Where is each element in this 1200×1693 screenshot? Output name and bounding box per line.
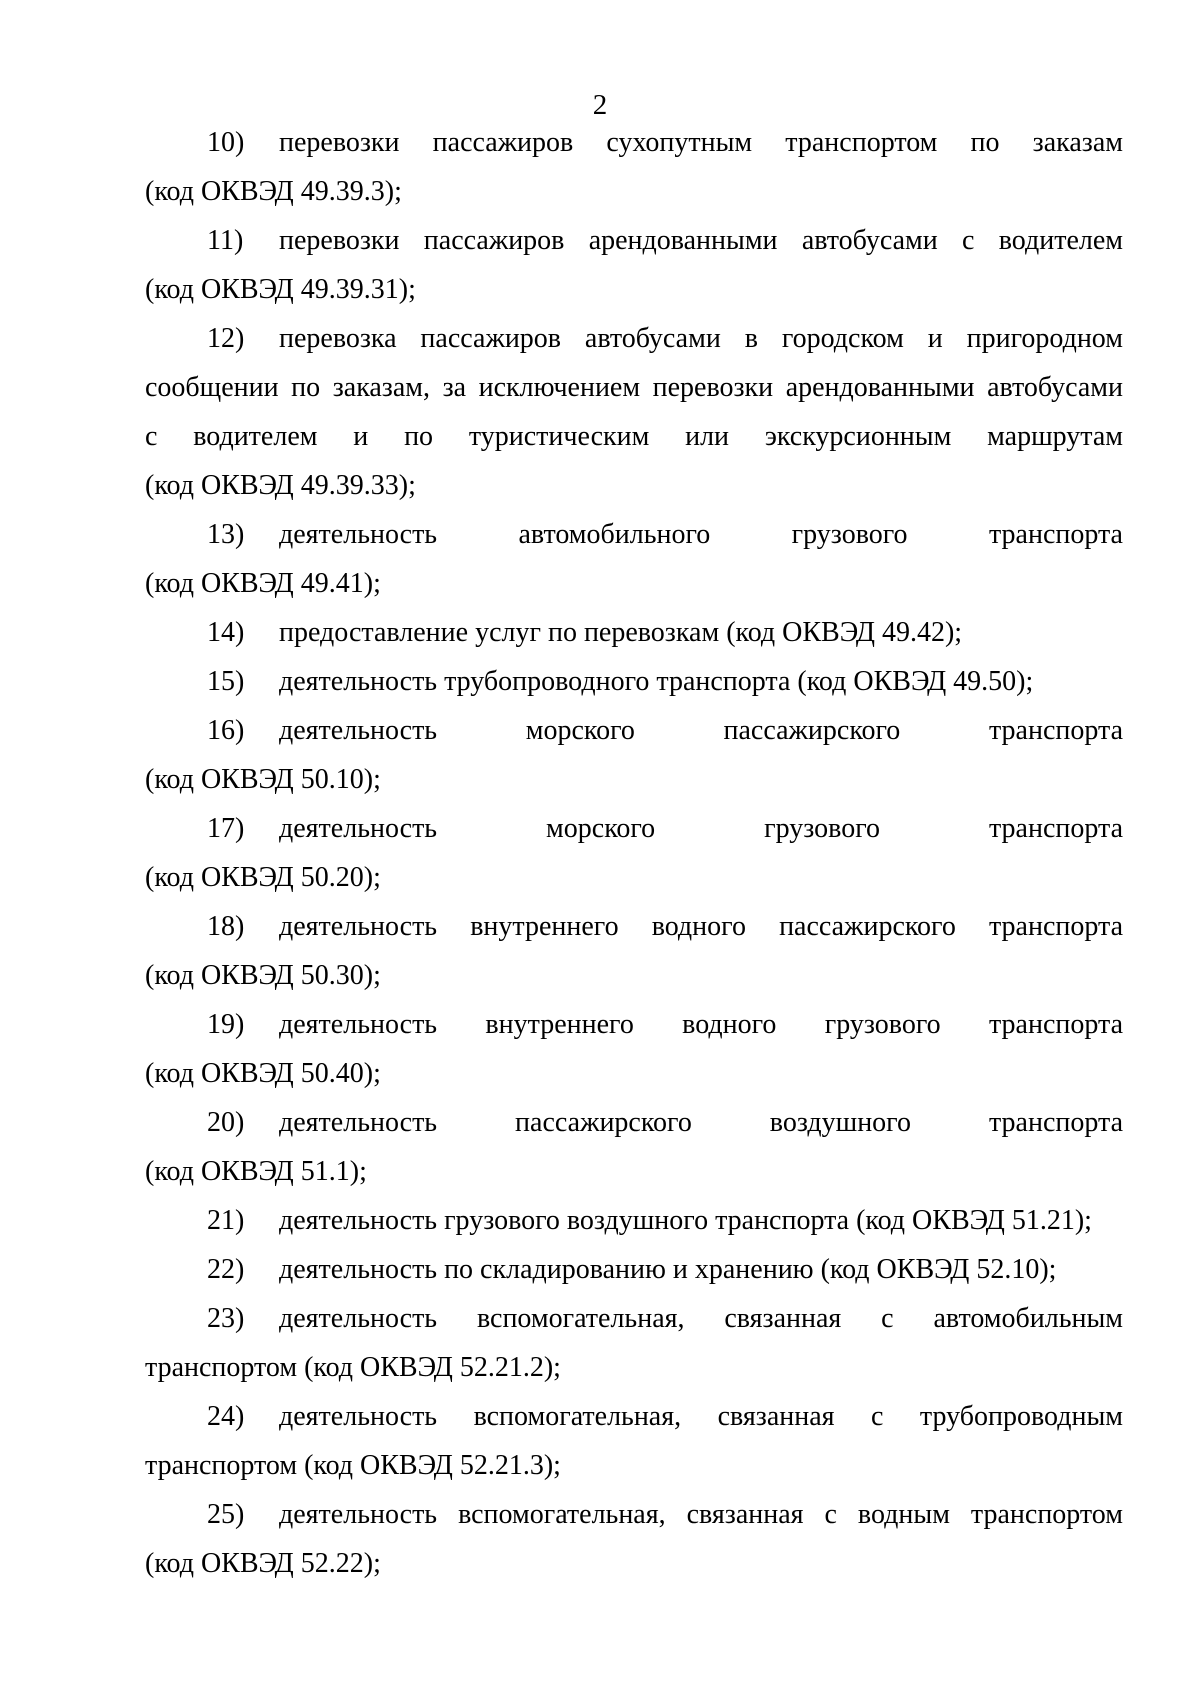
list-item-first-line — [145, 1294, 1123, 1343]
list-item-number: 13) — [207, 519, 245, 550]
list-item-continuation: транспортом (код ОКВЭД 52.21.2); — [145, 1352, 561, 1383]
list-item-continuation: (код ОКВЭД 49.41); — [145, 568, 381, 599]
list-item-first-line — [145, 1196, 1123, 1245]
list-item-number: 25) — [207, 1499, 245, 1530]
list-item-text: деятельность трубопроводного транспорта (код ОКВЭД 49.50); — [279, 666, 1034, 697]
list-item — [145, 510, 1123, 608]
list-item-first-line — [145, 314, 1123, 363]
list-item-text: предоставление услуг по перевозкам (код ОКВЭД 49.42); — [279, 617, 963, 648]
list-item-first-line — [145, 216, 1123, 265]
list-item-text: деятельность морского пассажирского транспорта — [279, 715, 1123, 746]
list-item-text: деятельность внутреннего водного грузового транспорта — [279, 1009, 1123, 1040]
list-item-number: 24) — [207, 1401, 245, 1432]
list-item — [145, 1294, 1123, 1392]
list-item-text: деятельность автомобильного грузового транспорта — [279, 519, 1123, 550]
list-item-number: 10) — [207, 127, 245, 158]
list-item-number: 14) — [207, 617, 245, 648]
list-item-text: перевозка пассажиров автобусами в городском и пригородном — [279, 323, 1123, 354]
list-item-continuation: (код ОКВЭД 52.22); — [145, 1548, 381, 1579]
list-item-continuation: (код ОКВЭД 51.1); — [145, 1156, 367, 1187]
list-item-text: деятельность вспомогательная, связанная с автомобильным — [279, 1303, 1123, 1334]
list-item-number: 12) — [207, 323, 245, 354]
list-item — [145, 902, 1123, 1000]
list-item-continuation: (код ОКВЭД 49.39.31); — [145, 274, 416, 305]
list-item-text: деятельность пассажирского воздушного транспорта — [279, 1107, 1123, 1138]
list-item-number: 11) — [207, 225, 244, 256]
list-item-first-line — [145, 1490, 1123, 1539]
page-number: 2 — [592, 89, 608, 121]
list-item-text: деятельность вспомогательная, связанная с водным транспортом — [279, 1499, 1123, 1530]
list-item — [145, 804, 1123, 902]
list-item-number: 18) — [207, 911, 245, 942]
list-item — [145, 1000, 1123, 1098]
list-item-first-line — [145, 706, 1123, 755]
list-item — [145, 657, 1123, 706]
list-item-number: 17) — [207, 813, 245, 844]
list-item-first-line — [145, 902, 1123, 951]
list-item — [145, 1098, 1123, 1196]
list-item-number: 22) — [207, 1254, 245, 1285]
list-item-first-line — [145, 1392, 1123, 1441]
list-item-continuation: сообщении по заказам, за исключением перевозки арендованными автобусами — [145, 372, 1123, 403]
list-item-first-line — [145, 657, 1123, 706]
list-item-continuation: (код ОКВЭД 49.39.3); — [145, 176, 402, 207]
list-item-text: деятельность вспомогательная, связанная с трубопроводным — [279, 1401, 1123, 1432]
list-item — [145, 1392, 1123, 1490]
list-item-continuation: транспортом (код ОКВЭД 52.21.3); — [145, 1450, 561, 1481]
list-item-number: 23) — [207, 1303, 245, 1334]
list-item-first-line — [145, 118, 1123, 167]
list-item — [145, 314, 1123, 510]
list-item-number: 19) — [207, 1009, 245, 1040]
list-item-number: 21) — [207, 1205, 245, 1236]
list-item-text: деятельность морского грузового транспорта — [279, 813, 1123, 844]
list-item-continuation: (код ОКВЭД 50.10); — [145, 764, 381, 795]
list-item-first-line — [145, 1245, 1123, 1294]
list-item — [145, 1196, 1123, 1245]
list-item-text: деятельность грузового воздушного транспорта (код ОКВЭД 51.21); — [279, 1205, 1092, 1236]
list-item — [145, 706, 1123, 804]
list-item-text: перевозки пассажиров арендованными автобусами с водителем — [279, 225, 1123, 256]
list-item-number: 20) — [207, 1107, 245, 1138]
list-item-number: 16) — [207, 715, 245, 746]
list-item-first-line — [145, 1098, 1123, 1147]
list-item-first-line — [145, 804, 1123, 853]
list-item-number: 15) — [207, 666, 245, 697]
list-item-continuation: (код ОКВЭД 50.20); — [145, 862, 381, 893]
list-item-continuation: (код ОКВЭД 49.39.33); — [145, 470, 416, 501]
list-item-first-line — [145, 608, 1123, 657]
list-item — [145, 608, 1123, 657]
list-item-continuation: с водителем и по туристическим или экскурсионным маршрутам — [145, 421, 1123, 452]
list-item-continuation: (код ОКВЭД 50.30); — [145, 960, 381, 991]
list-item — [145, 216, 1123, 314]
list-item-text: перевозки пассажиров сухопутным транспортом по заказам — [279, 127, 1123, 158]
list-item-continuation: (код ОКВЭД 50.40); — [145, 1058, 381, 1089]
list-item — [145, 1245, 1123, 1294]
document-body — [145, 118, 1123, 1588]
list-item-first-line — [145, 1000, 1123, 1049]
list-item-text: деятельность внутреннего водного пассажирского транспорта — [279, 911, 1123, 942]
list-item — [145, 118, 1123, 216]
list-item — [145, 1490, 1123, 1588]
list-item-text: деятельность по складированию и хранению (код ОКВЭД 52.10); — [279, 1254, 1057, 1285]
list-item-first-line — [145, 510, 1123, 559]
